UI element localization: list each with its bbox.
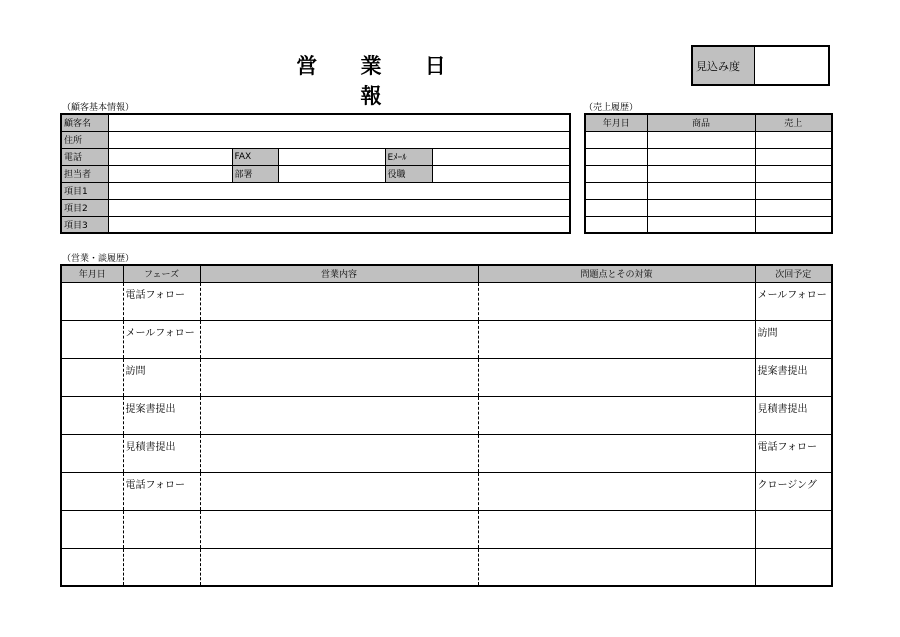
- sales-section-label: （売上履歴）: [584, 103, 639, 113]
- activity-content-cell[interactable]: [200, 396, 478, 434]
- dept-label: 部署: [232, 165, 278, 182]
- fax-label: FAX: [232, 148, 278, 165]
- activity-content-cell[interactable]: [200, 548, 478, 586]
- activity-next-cell[interactable]: 見積書提出: [755, 396, 832, 434]
- table-row: [585, 131, 832, 148]
- table-header-row: [61, 265, 832, 282]
- sales-amount-cell[interactable]: [755, 131, 832, 148]
- activity-date-cell[interactable]: [61, 396, 123, 434]
- activity-phase-cell[interactable]: 電話フォロー: [123, 282, 200, 320]
- customer-section-label: （顧客基本情報）: [62, 103, 135, 113]
- sales-amount-cell[interactable]: [755, 216, 832, 233]
- prospect-value-field[interactable]: [755, 47, 828, 84]
- person-field[interactable]: [108, 165, 232, 182]
- table-row: [61, 131, 570, 148]
- activity-next-cell[interactable]: 提案書提出: [755, 358, 832, 396]
- activity-phase-header: フェーズ: [123, 265, 200, 282]
- table-header-row: [585, 114, 832, 131]
- table-row: [585, 199, 832, 216]
- activity-date-cell[interactable]: [61, 510, 123, 548]
- table-row: [61, 148, 570, 165]
- sales-date-header: 年月日: [585, 114, 647, 131]
- table-row: [61, 434, 832, 472]
- activity-issues-header: 問題点とその対策: [478, 265, 755, 282]
- customer-info-table: [60, 113, 571, 234]
- activity-date-cell[interactable]: [61, 282, 123, 320]
- email-label: Eﾒｰﾙ: [385, 148, 432, 165]
- item2-label: 項目2: [61, 199, 108, 216]
- address-label: 住所: [61, 131, 108, 148]
- table-row: [61, 199, 570, 216]
- dept-field[interactable]: [278, 165, 385, 182]
- activity-next-header: 次回予定: [755, 265, 832, 282]
- activity-date-cell[interactable]: [61, 434, 123, 472]
- activity-issues-cell[interactable]: [478, 396, 755, 434]
- activity-phase-cell[interactable]: [123, 510, 200, 548]
- activity-date-cell[interactable]: [61, 320, 123, 358]
- table-row: [61, 182, 570, 199]
- sales-product-header: 商品: [647, 114, 755, 131]
- activity-issues-cell[interactable]: [478, 472, 755, 510]
- activity-phase-cell[interactable]: 提案書提出: [123, 396, 200, 434]
- sales-history-table: [584, 113, 833, 234]
- activity-content-cell[interactable]: [200, 434, 478, 472]
- activity-issues-cell[interactable]: [478, 510, 755, 548]
- item2-field[interactable]: [108, 199, 570, 216]
- table-row: [61, 548, 832, 586]
- role-label: 役職: [385, 165, 432, 182]
- table-row: [61, 510, 832, 548]
- table-row: [61, 216, 570, 233]
- sales-amount-cell[interactable]: [755, 165, 832, 182]
- activity-phase-cell[interactable]: メールフォロー: [123, 320, 200, 358]
- table-row: [61, 114, 570, 131]
- item1-label: 項目1: [61, 182, 108, 199]
- sales-date-cell[interactable]: [585, 165, 647, 182]
- activity-issues-cell[interactable]: [478, 434, 755, 472]
- activity-content-cell[interactable]: [200, 282, 478, 320]
- activity-history-table: [60, 264, 833, 587]
- table-row: [585, 216, 832, 233]
- activity-phase-cell[interactable]: 電話フォロー: [123, 472, 200, 510]
- activity-content-cell[interactable]: [200, 510, 478, 548]
- activity-content-cell[interactable]: [200, 472, 478, 510]
- table-row: [61, 396, 832, 434]
- sales-amount-cell[interactable]: [755, 148, 832, 165]
- sales-product-cell[interactable]: [647, 216, 755, 233]
- sales-date-cell[interactable]: [585, 182, 647, 199]
- activity-phase-cell[interactable]: [123, 548, 200, 586]
- activity-issues-cell[interactable]: [478, 320, 755, 358]
- person-label: 担当者: [61, 165, 108, 182]
- item1-field[interactable]: [108, 182, 570, 199]
- item3-label: 項目3: [61, 216, 108, 233]
- table-row: [61, 472, 832, 510]
- activity-content-cell[interactable]: [200, 358, 478, 396]
- table-row: [585, 148, 832, 165]
- phone-field[interactable]: [108, 148, 232, 165]
- sales-date-cell[interactable]: [585, 131, 647, 148]
- activity-date-cell[interactable]: [61, 358, 123, 396]
- activity-next-cell[interactable]: 訪問: [755, 320, 832, 358]
- activity-date-cell[interactable]: [61, 472, 123, 510]
- activity-next-cell[interactable]: [755, 510, 832, 548]
- address-field[interactable]: [108, 131, 570, 148]
- customer-name-field[interactable]: [108, 114, 570, 131]
- email-field[interactable]: [432, 148, 570, 165]
- activity-phase-cell[interactable]: 訪問: [123, 358, 200, 396]
- sales-product-cell[interactable]: [647, 199, 755, 216]
- page-title: 営 業 日 報: [296, 54, 464, 108]
- activity-issues-cell[interactable]: [478, 282, 755, 320]
- sales-amount-cell[interactable]: [755, 182, 832, 199]
- sales-product-cell[interactable]: [647, 165, 755, 182]
- customer-name-label: 顧客名: [61, 114, 108, 131]
- sales-date-cell[interactable]: [585, 148, 647, 165]
- activity-issues-cell[interactable]: [478, 548, 755, 586]
- activity-section-label: （営業・談履歴）: [62, 254, 135, 264]
- sales-product-cell[interactable]: [647, 182, 755, 199]
- activity-phase-cell[interactable]: 見積書提出: [123, 434, 200, 472]
- phone-label: 電話: [61, 148, 108, 165]
- activity-next-cell[interactable]: [755, 548, 832, 586]
- activity-next-cell[interactable]: メールフォロー: [755, 282, 832, 320]
- sales-date-cell[interactable]: [585, 216, 647, 233]
- prospect-box: [691, 45, 830, 86]
- table-row: [61, 358, 832, 396]
- table-row: [61, 165, 570, 182]
- sales-product-cell[interactable]: [647, 131, 755, 148]
- sales-amount-header: 売上: [755, 114, 832, 131]
- table-row: [61, 282, 832, 320]
- sales-product-cell[interactable]: [647, 148, 755, 165]
- table-row: [585, 165, 832, 182]
- activity-content-header: 営業内容: [200, 265, 478, 282]
- item3-field[interactable]: [108, 216, 570, 233]
- fax-field[interactable]: [278, 148, 385, 165]
- prospect-label: 見込み度: [693, 47, 755, 84]
- activity-date-cell[interactable]: [61, 548, 123, 586]
- role-field[interactable]: [432, 165, 570, 182]
- activity-issues-cell[interactable]: [478, 358, 755, 396]
- activity-next-cell[interactable]: 電話フォロー: [755, 434, 832, 472]
- sales-amount-cell[interactable]: [755, 199, 832, 216]
- activity-date-header: 年月日: [61, 265, 123, 282]
- table-row: [61, 320, 832, 358]
- activity-content-cell[interactable]: [200, 320, 478, 358]
- sales-date-cell[interactable]: [585, 199, 647, 216]
- table-row: [585, 182, 832, 199]
- activity-next-cell[interactable]: クロージング: [755, 472, 832, 510]
